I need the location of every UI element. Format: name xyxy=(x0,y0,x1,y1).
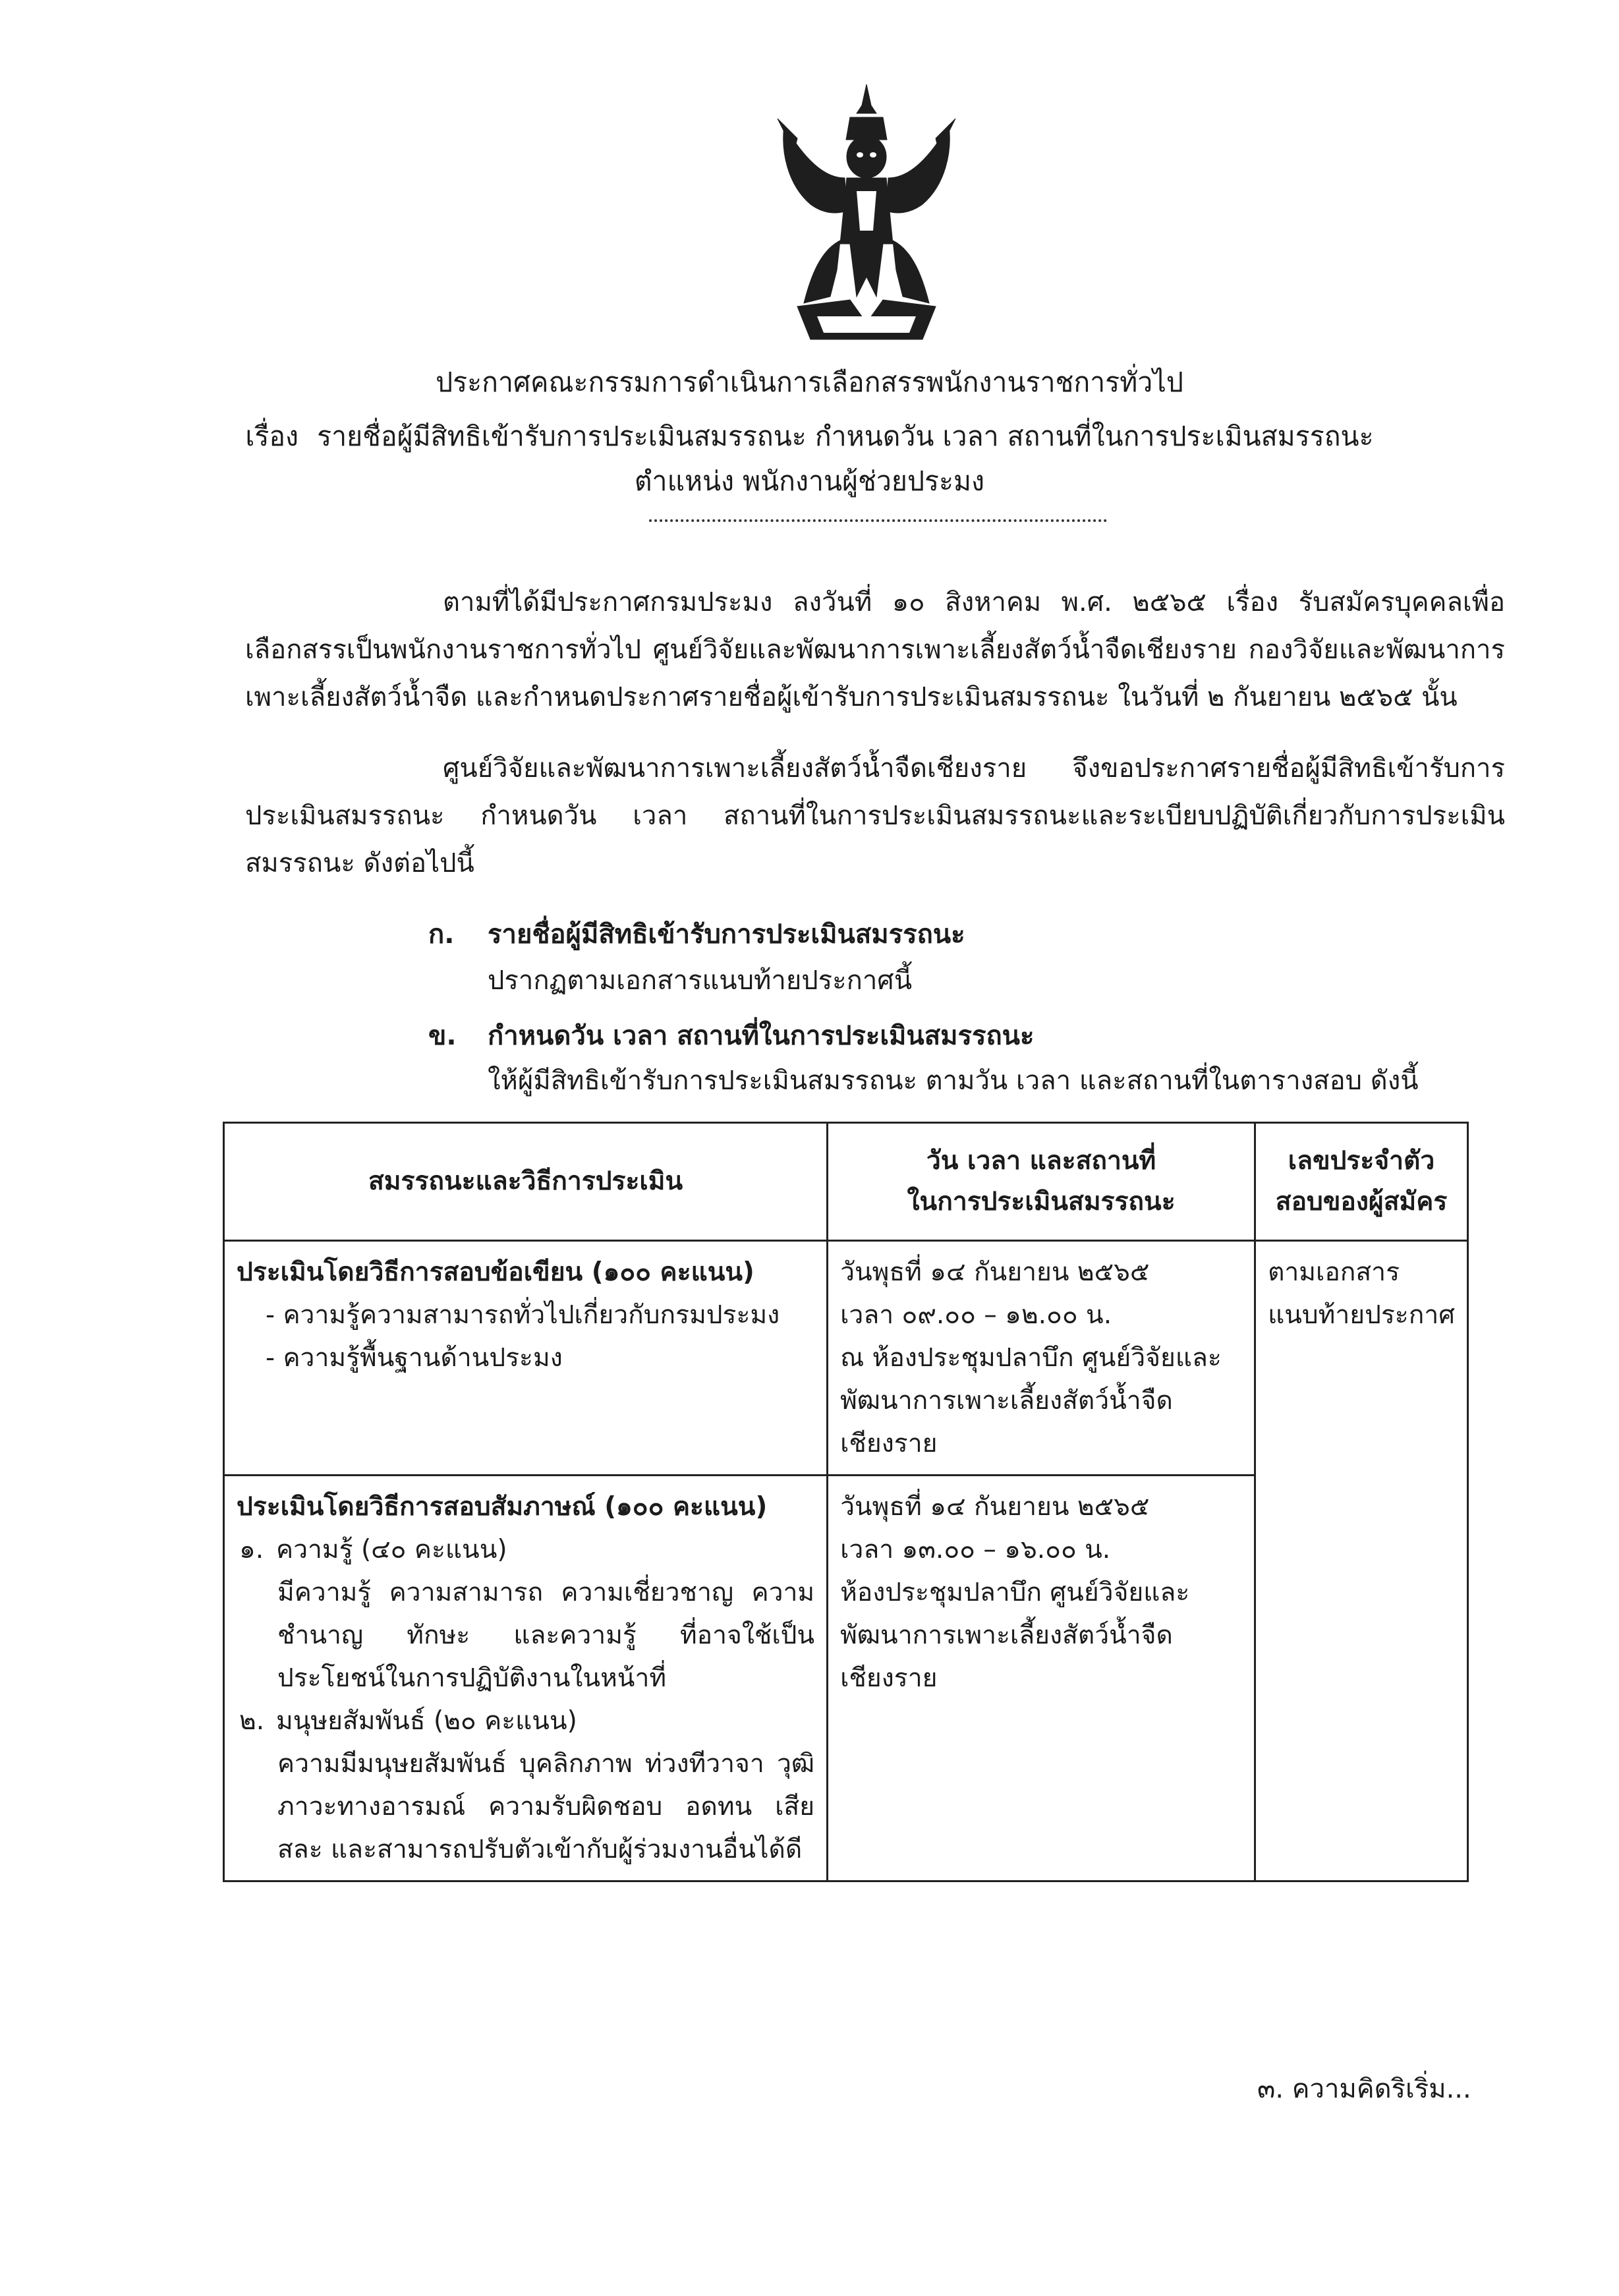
item-title: มนุษยสัมพันธ์ (๒๐ คะแนน) xyxy=(276,1706,577,1736)
body-paragraph-2: ศูนย์วิจัยและพัฒนาการเพาะเลี้ยงสัตว์น้ำจืดเชียงราย จึงขอประกาศรายชื่อผู้มีสิทธิเข้ารับการประเมินสมรรถนะ กำหนดวัน เวลา สถานที่ในการประเมินสมรรถนะและระเบียบปฏิบัติเกี่ยวกับการประเมินสมรรถนะ ดังต่อไปนี้ xyxy=(245,753,1505,878)
schedule-line: พัฒนาการเพาะเลี้ยงสัตว์น้ำจืด xyxy=(840,1621,1173,1650)
announcement-subject xyxy=(0,418,1619,455)
schedule-line: วันพุธที่ ๑๔ กันยายน ๒๕๖๕ xyxy=(840,1492,1150,1522)
body-paragraph-1: ตามที่ได้มีประกาศกรมประมง ลงวันที่ ๑๐ สิงหาคม พ.ศ. ๒๕๖๕ เรื่อง รับสมัครบุคคลเพื่อเลือกสรรเป็นพนักงานราชการทั่วไป ศูนย์วิจัยและพัฒนาการเพาะเลี้ยงสัตว์น้ำจืดเชียงราย กองวิจัยและพัฒนาการเพาะเลี้ยงสัตว์น้ำจืด และกำหนดประกาศรายชื่อผู้เข้ารับการประเมินสมรรถนะ ในวันที่ ๒ กันยายน ๒๕๖๕ นั้น xyxy=(245,587,1505,712)
section-a-heading xyxy=(428,916,965,953)
schedule-line: วันพุธที่ ๑๔ กันยายน ๒๕๖๕ xyxy=(840,1257,1150,1287)
header-datetime-line-2: ในการประเมินสมรรถนะ xyxy=(907,1187,1176,1217)
schedule-line: เชียงราย xyxy=(840,1663,938,1693)
written-exam-schedule xyxy=(828,1241,1255,1476)
schedule-line: เวลา ๐๙.๐๐ – ๑๒.๐๐ น. xyxy=(840,1300,1112,1330)
dotted-divider xyxy=(649,519,1107,522)
table-header-row xyxy=(224,1123,1468,1241)
interview-item-2 xyxy=(237,1700,814,1742)
interview-title: ประเมินโดยวิธีการสอบสัมภาษณ์ (๑๐๐ คะแนน) xyxy=(237,1492,768,1522)
garuda-emblem xyxy=(758,79,975,343)
schedule-line: พัฒนาการเพาะเลี้ยงสัตว์น้ำจืด xyxy=(840,1386,1173,1416)
header-datetime xyxy=(828,1123,1255,1241)
item-title: ความรู้ (๔๐ คะแนน) xyxy=(276,1535,507,1564)
subject-text: รายชื่อผู้มีสิทธิเข้ารับการประเมินสมรรถนะ กำหนดวัน เวลา สถานที่ในการประเมินสมรรถนะ xyxy=(317,420,1374,452)
header-competency: สมรรถนะและวิธีการประเมิน xyxy=(224,1123,828,1241)
section-b-text: ให้ผู้มีสิทธิเข้ารับการประเมินสมรรถนะ ตามวัน เวลา และสถานที่ในตารางสอบ ดังนี้ xyxy=(488,1066,1419,1096)
announcement-position: ตำแหน่ง พนักงานผู้ช่วยประมง xyxy=(634,465,985,497)
written-exam-item: - ความรู้พื้นฐานด้านประมง xyxy=(266,1343,563,1373)
section-a-text: ปรากฏตามเอกสารแนบท้ายประกาศนี้ xyxy=(488,965,913,996)
written-exam-title: ประเมินโดยวิธีการสอบข้อเขียน (๑๐๐ คะแนน) xyxy=(237,1257,754,1287)
schedule-line: ห้องประชุมปลาบึก ศูนย์วิจัยและ xyxy=(840,1578,1190,1607)
header-datetime-line-1: วัน เวลา และสถานที่ xyxy=(926,1146,1156,1176)
header-candidate-id xyxy=(1255,1123,1468,1241)
written-exam-item: - ความรู้ความสามารถทั่วไปเกี่ยวกับกรมประมง xyxy=(266,1300,780,1330)
schedule-line: เวลา ๑๓.๐๐ – ๑๖.๐๐ น. xyxy=(840,1535,1111,1564)
candidate-id-line: แนบท้ายประกาศ xyxy=(1268,1300,1455,1330)
section-b-mark: ข. xyxy=(428,1021,457,1051)
written-exam-cell xyxy=(224,1241,828,1476)
interview-item-2-desc: ความมีมนุษยสัมพันธ์ บุคลิกภาพ ท่วงทีวาจา วุฒิภาวะทางอารมณ์ ความรับผิดชอบ อดทน เสียสละ และสามารถปรับตัวเข้ากับผู้ร่วมงานอื่นได้ดี xyxy=(277,1749,815,1864)
item-number: ๒. xyxy=(239,1706,265,1736)
interview-item-1 xyxy=(237,1528,814,1571)
section-a-mark: ก. xyxy=(428,919,455,950)
schedule-line: ณ ห้องประชุมปลาบึก ศูนย์วิจัยและ xyxy=(840,1343,1222,1373)
section-a-title: รายชื่อผู้มีสิทธิเข้ารับการประเมินสมรรถนะ xyxy=(488,919,965,950)
schedule-line: เชียงราย xyxy=(840,1429,938,1458)
interview-cell xyxy=(224,1476,828,1881)
section-b-heading xyxy=(428,1018,1035,1054)
continuation-note: ๓. ความคิดริเริ่ม... xyxy=(1257,2074,1471,2104)
candidate-id-cell xyxy=(1255,1241,1468,1881)
item-number: ๑. xyxy=(239,1535,264,1564)
table-row xyxy=(224,1241,1468,1476)
subject-label: เรื่อง xyxy=(245,420,299,452)
exam-schedule-table xyxy=(223,1122,1469,1882)
interview-schedule xyxy=(828,1476,1255,1881)
announcement-title: ประกาศคณะกรรมการดำเนินการเลือกสรรพนักงานราชการทั่วไป xyxy=(436,366,1183,398)
interview-item-1-desc: มีความรู้ ความสามารถ ความเชี่ยวชาญ ความชำนาญ ทักษะ และความรู้ ที่อาจใช้เป็นประโยชน์ในการปฏิบัติงานในหน้าที่ xyxy=(277,1578,815,1693)
section-b-title: กำหนดวัน เวลา สถานที่ในการประเมินสมรรถนะ xyxy=(488,1021,1035,1051)
header-id-line-1: เลขประจำตัว xyxy=(1288,1146,1435,1176)
header-id-line-2: สอบของผู้สมัคร xyxy=(1275,1187,1448,1217)
candidate-id-line: ตามเอกสาร xyxy=(1268,1257,1400,1287)
